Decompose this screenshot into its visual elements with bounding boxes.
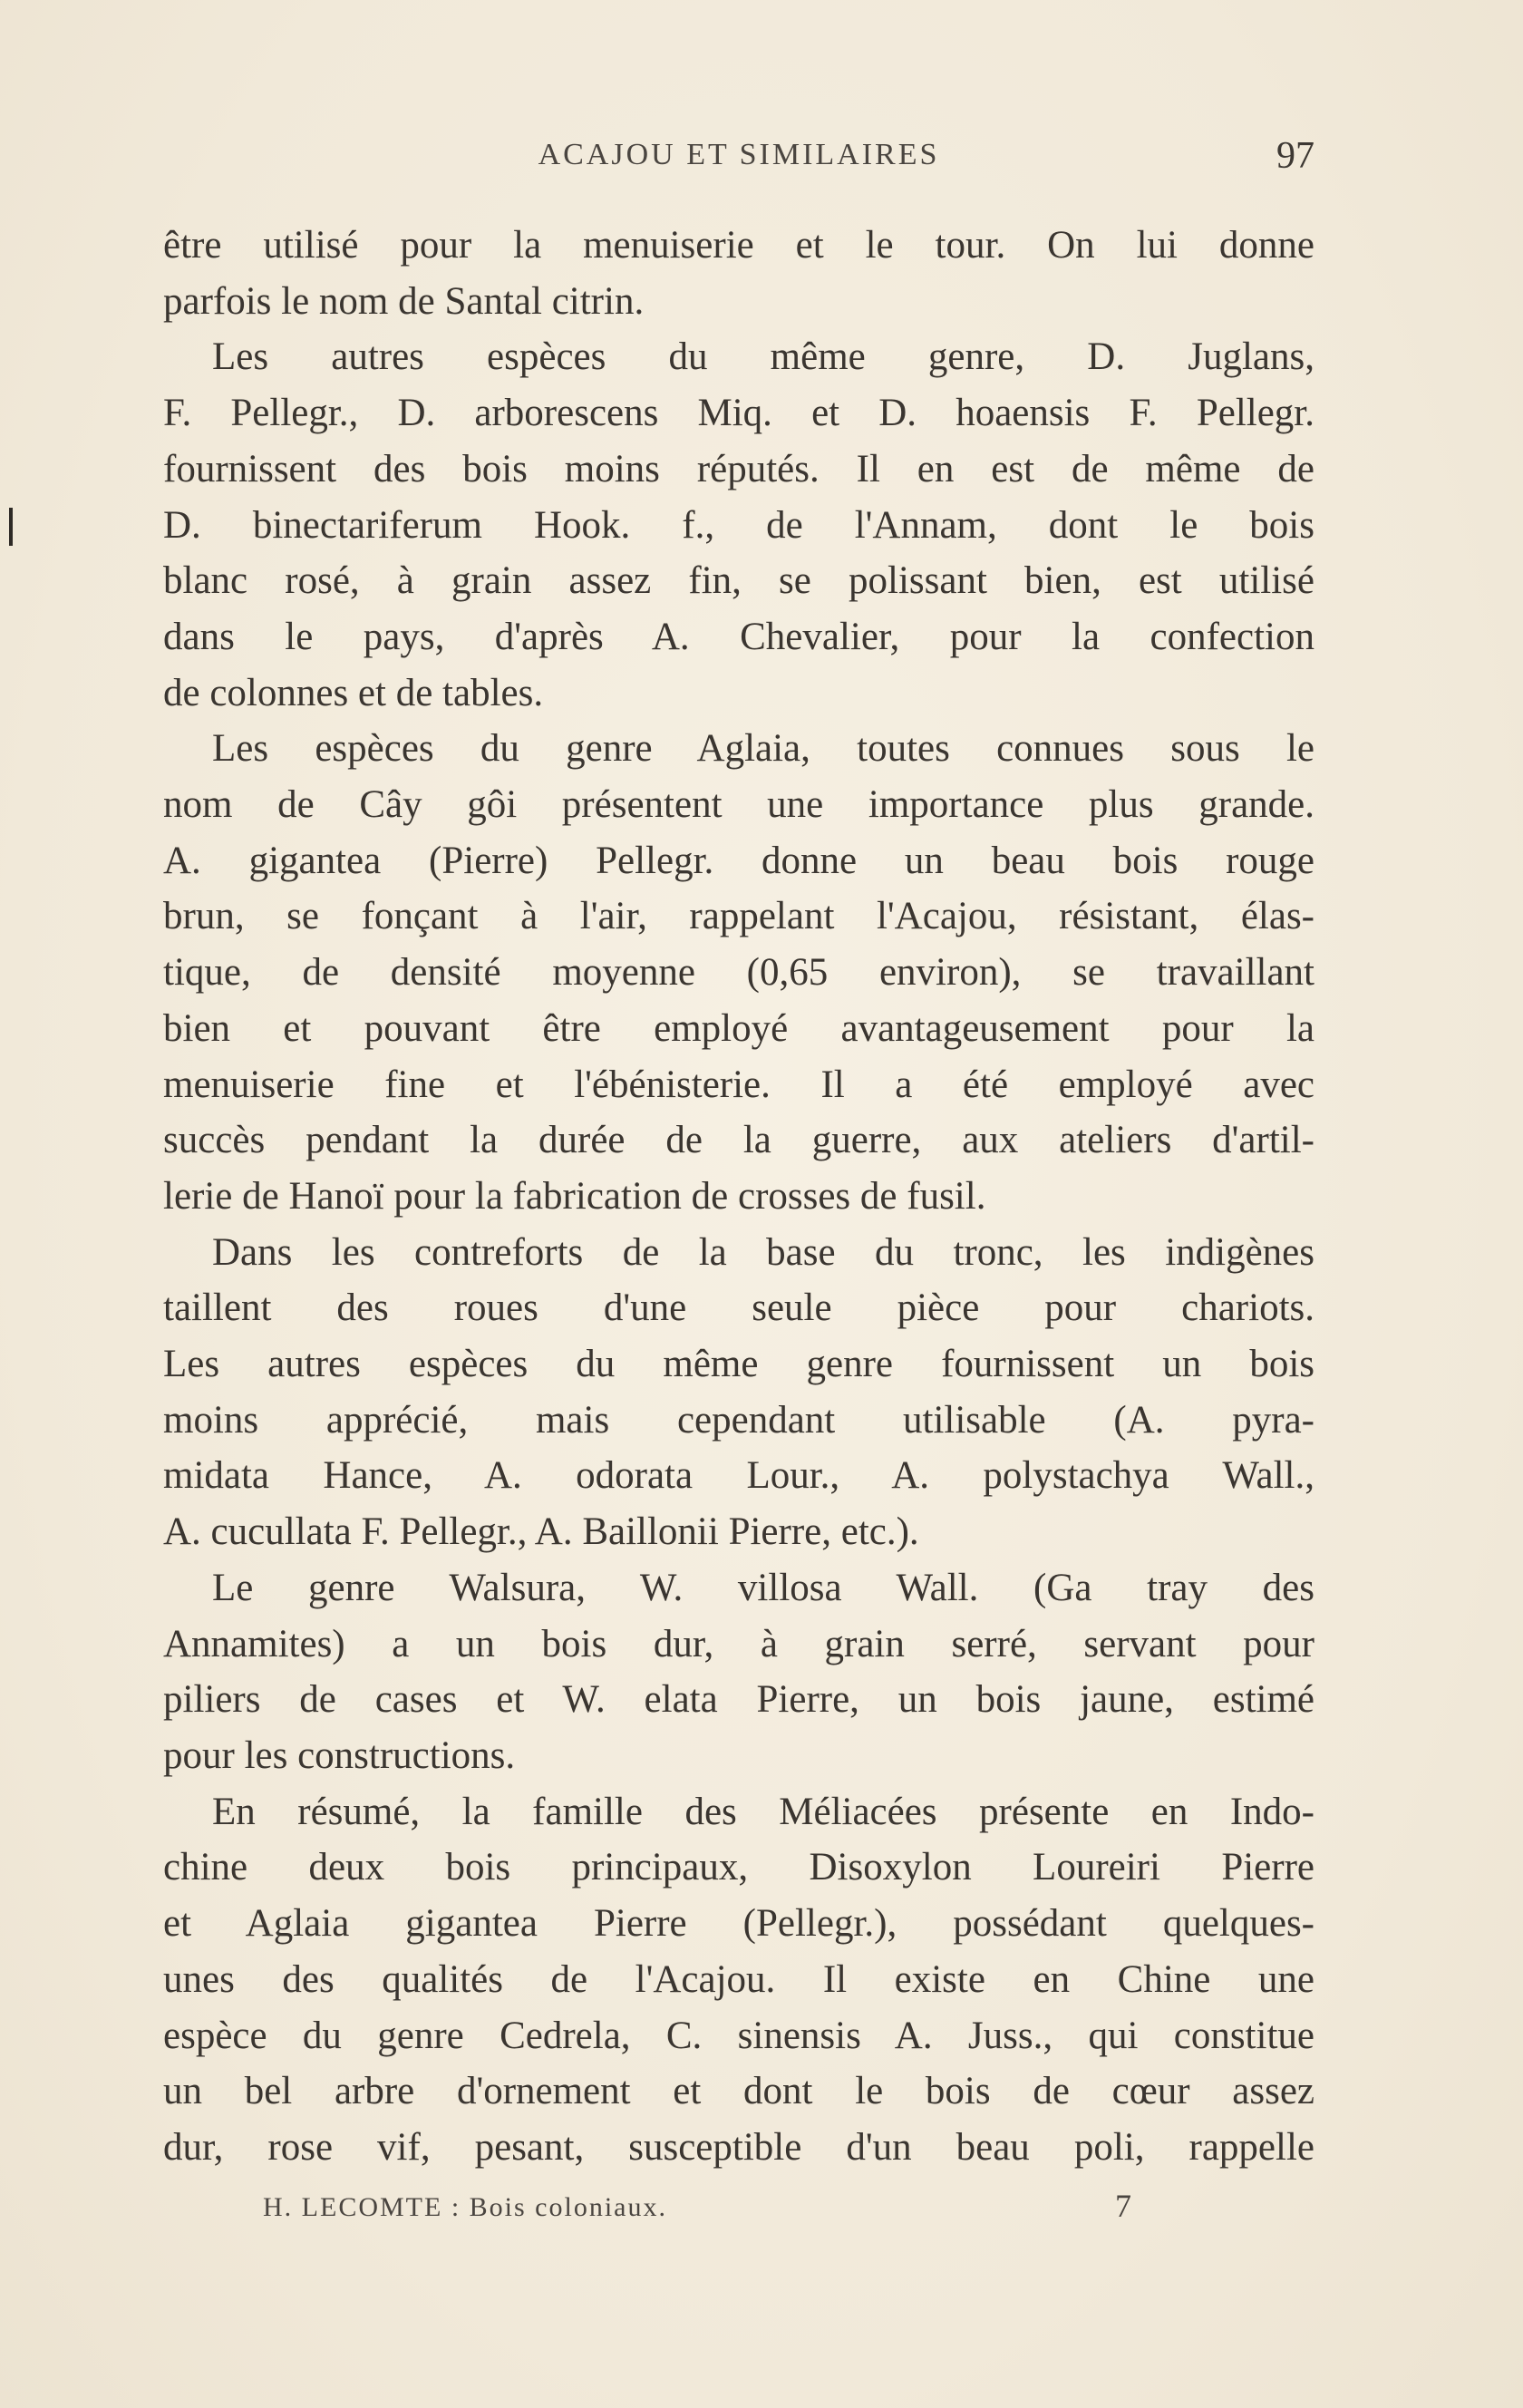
text-line: pour les constructions. xyxy=(163,1733,516,1777)
text-line: être utilisé pour la menuiserie et le tour. On lui donne xyxy=(163,224,1314,267)
text-line: taillent des roues d'une seule pièce pour chariots. xyxy=(163,1287,1314,1330)
text-line: piliers de cases et W. elata Pierre, un bois jaune, estimé xyxy=(163,1678,1314,1722)
text-line: brun, se fonçant à l'air, rappelant l'Acajou, résistant, élas- xyxy=(163,895,1314,938)
running-title: ACAJOU ET SIMILAIRES xyxy=(538,138,940,171)
text-line: F. Pellegr., D. arborescens Miq. et D. hoaensis F. Pellegr. xyxy=(163,392,1314,435)
text-line: succès pendant la durée de la guerre, aux ateliers d'artil- xyxy=(163,1119,1314,1162)
page-header xyxy=(163,135,1314,185)
page-footer xyxy=(263,2188,1169,2238)
text-line: Les autres espèces du même genre fournissent un bois xyxy=(163,1343,1314,1386)
text-line: dur, rose vif, pesant, susceptible d'un beau poli, rappelle xyxy=(163,2125,1314,2169)
text-line: parfois le nom de Santal citrin. xyxy=(163,279,645,323)
text-line: lerie de Hanoï pour la fabrication de crosses de fusil. xyxy=(163,1174,986,1218)
text-line: A. cucullata F. Pellegr., A. Baillonii Pierre, etc.). xyxy=(163,1510,919,1554)
text-line: A. gigantea (Pierre) Pellegr. donne un beau bois rouge xyxy=(163,839,1314,882)
page-number: 97 xyxy=(1276,135,1314,177)
text-line: Annamites) a un bois dur, à grain serré, servant pour xyxy=(163,1622,1314,1665)
text-line: moins apprécié, mais cependant utilisable (A. pyra- xyxy=(163,1398,1314,1442)
text-line: Les autres espèces du même genre, D. Juglans, xyxy=(212,335,1314,379)
text-line: En résumé, la famille des Méliacées présente en Indo- xyxy=(212,1790,1314,1833)
text-line: bien et pouvant être employé avantageusement pour la xyxy=(163,1006,1314,1050)
text-line: et Aglaia gigantea Pierre (Pellegr.), possédant quelques- xyxy=(163,1902,1314,1946)
text-line: un bel arbre d'ornement et dont le bois de cœur assez xyxy=(163,2070,1314,2113)
text-line: fournissent des bois moins réputés. Il en est de même de xyxy=(163,447,1314,490)
text-line: chine deux bois principaux, Disoxylon Loureiri Pierre xyxy=(163,1846,1314,1889)
text-line: D. binectariferum Hook. f., de l'Annam, dont le bois xyxy=(163,503,1314,547)
text-line: midata Hance, A. odorata Lour., A. polystachya Wall., xyxy=(163,1454,1314,1498)
text-line: dans le pays, d'après A. Chevalier, pour la confection xyxy=(163,615,1314,658)
text-line: Le genre Walsura, W. villosa Wall. (Ga tray des xyxy=(212,1566,1314,1609)
body-text xyxy=(163,218,1314,2176)
text-line: menuiserie fine et l'ébénisterie. Il a été employé avec xyxy=(163,1063,1314,1106)
sheet-number: 7 xyxy=(1115,2188,1131,2224)
text-line: unes des qualités de l'Acajou. Il existe en Chine une xyxy=(163,1957,1314,2001)
text-line: Dans les contreforts de la base du tronc, les indigènes xyxy=(212,1230,1314,1274)
text-line: espèce du genre Cedrela, C. sinensis A. Juss., qui constitue xyxy=(163,2014,1314,2057)
margin-mark xyxy=(9,508,13,546)
text-line: Les espèces du genre Aglaia, toutes connues sous le xyxy=(212,727,1314,771)
text-line: tique, de densité moyenne (0,65 environ), se travaillant xyxy=(163,951,1314,995)
text-line: nom de Cây gôi présentent une importance plus grande. xyxy=(163,783,1314,827)
signature-line: H. LECOMTE : Bois coloniaux. xyxy=(263,2192,667,2222)
text-line: blanc rosé, à grain assez fin, se polissant bien, est utilisé xyxy=(163,559,1314,603)
text-line: de colonnes et de tables. xyxy=(163,671,544,714)
